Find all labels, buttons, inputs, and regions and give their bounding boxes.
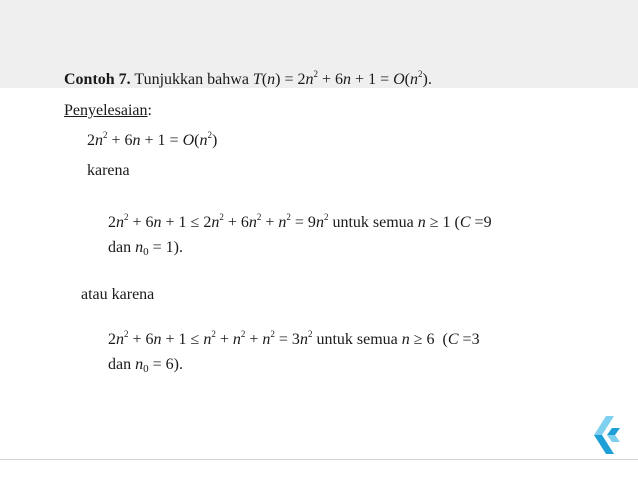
solution-heading-text: Penyelesaian [64, 102, 148, 119]
chevron-logo-icon [590, 414, 626, 456]
because-label-2: atau karena [81, 286, 155, 303]
example-title: Contoh 7. Tunjukkan bahwa $T(n) = 2n^2 + 6n + 1 = O(n^2)$. [64, 69, 432, 88]
proof-2-line-2: dan $n_0 = 6$). [108, 356, 183, 375]
because-label-1: karena [87, 162, 130, 179]
proof-1-line-1: $2n^2 + 6n + 1 \le 2n^2 + 6n^2 + n^2 = 9n^2$ untuk semua n ≥ 1 (C =9 [108, 212, 492, 231]
example-label: Contoh 7. [64, 71, 131, 88]
footer-divider [0, 459, 638, 460]
proof-1-line-2: dan $n_0 = 1$). [108, 239, 183, 258]
proof-2-line-1: $2n^2 + 6n + 1 \le n^2 + n^2 + n^2 = 3n^2$ untuk semua n ≥ 6 (C =3 [108, 329, 480, 348]
claim-equation: $2n^2 + 6n + 1 = O(n^2)$ [87, 130, 218, 149]
solution-heading: Penyelesaian: [64, 102, 152, 119]
